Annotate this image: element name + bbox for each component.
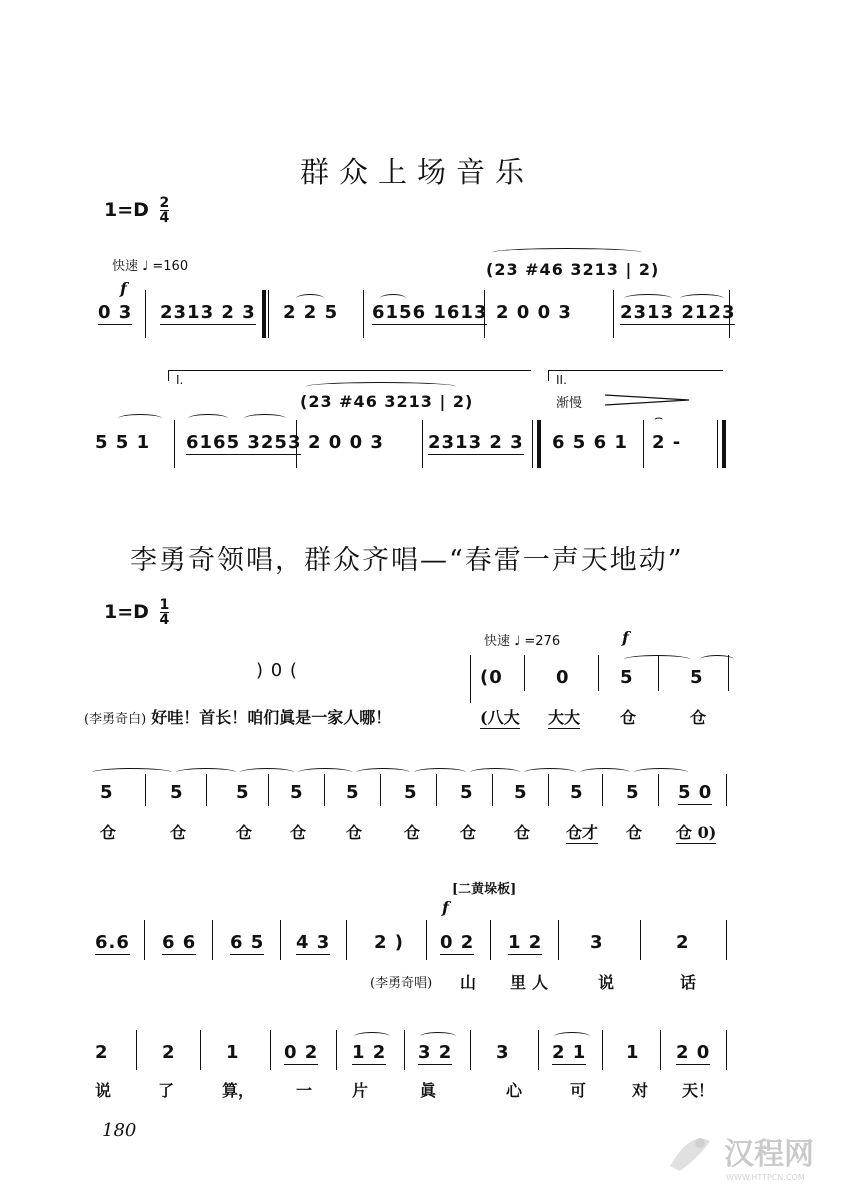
volta-2-bracket	[548, 370, 723, 377]
section1-row2-phrase-slur	[306, 382, 456, 391]
barline	[726, 1030, 727, 1070]
section1-row1-measure-5: 2 0 0 3	[496, 302, 572, 323]
section1-key-signature	[104, 196, 169, 225]
section2-row1-note-1: (0	[480, 667, 503, 688]
barline	[144, 920, 145, 960]
section2-row2-note: 5	[404, 782, 418, 803]
section1-key: 1=D	[104, 199, 149, 221]
section2-time-bottom: 4	[159, 612, 170, 628]
slur	[624, 655, 690, 664]
section1-row1-measure-3: 2 2 5	[283, 302, 339, 323]
slur	[298, 768, 352, 777]
slur	[634, 768, 688, 777]
section1-row1-measure-1: 0 3	[98, 302, 133, 323]
barline	[426, 920, 427, 960]
section1-row1-measure-4: 6156 1613	[372, 302, 488, 323]
section2-row1-perc-2: 大大	[548, 708, 581, 727]
section1-row1-measure-6: 2313 2123	[620, 302, 736, 323]
section2-row1-paren-text: ) 0 (	[256, 660, 298, 681]
section2-row2-perc: 仓才	[566, 823, 599, 842]
page-number: 180	[102, 1120, 137, 1141]
section2-row2-note: 5	[100, 782, 114, 803]
section2-singer-label: (李勇奇唱)	[370, 976, 433, 991]
watermark-text: 汉程网	[724, 1137, 814, 1172]
slur	[244, 414, 286, 423]
section1-dynamic: f	[120, 279, 127, 298]
barline	[280, 920, 281, 960]
barline	[200, 1030, 201, 1070]
section2-row4-measure: 2	[162, 1042, 176, 1063]
barline	[363, 290, 364, 338]
barline	[598, 655, 599, 691]
section2-row2-perc: 仓	[404, 823, 421, 842]
slur	[680, 294, 724, 303]
barline	[602, 1030, 603, 1070]
barline	[324, 774, 325, 806]
section1-row1-staff	[0, 290, 854, 360]
section2-row3-measure: 6.6	[95, 932, 130, 953]
section2-row2-perc: 仓	[460, 823, 477, 842]
diminuendo-hairpin	[605, 392, 690, 408]
section2-row3-measure: 1 2	[508, 932, 543, 953]
section1-row1-measure-2: 2313 2 3	[160, 302, 256, 323]
slur	[118, 414, 162, 423]
section2-row3-measure: 3	[590, 932, 604, 953]
barline	[470, 655, 471, 703]
final-barline-thick	[722, 420, 726, 468]
section1-time-bottom: 4	[159, 210, 170, 226]
barline	[136, 1030, 137, 1070]
section2-row4-lyric: 天！	[682, 1081, 715, 1100]
section2-row2-note: 5	[570, 782, 584, 803]
section2-row2-perc: 仓	[236, 823, 253, 842]
section2-row4-lyric: 了	[158, 1081, 175, 1100]
section2-row4-measure: 3 2	[418, 1042, 453, 1063]
section2-row1-note-4: 5	[690, 667, 704, 688]
section2-row3-measure: 6 5	[230, 932, 265, 953]
section2-row2-note: 5	[460, 782, 474, 803]
watermark-url: WWW.HTTPCN.COM	[726, 1173, 805, 1182]
slur	[524, 768, 576, 777]
barline	[643, 420, 644, 468]
barline	[336, 1030, 337, 1070]
watermark-logo-icon	[660, 1121, 720, 1181]
section2-row2-note: 5	[346, 782, 360, 803]
barline	[548, 774, 549, 806]
slur	[380, 294, 406, 303]
section1-row2-measure-2: 6165 3253	[186, 432, 302, 453]
section2-row2-perc: 仓	[100, 823, 117, 842]
section1-row2-measure-3: 2 0 0 3	[308, 432, 384, 453]
section2-row2-perc: 仓	[170, 823, 187, 842]
barline	[422, 420, 423, 468]
section1-rit-marking: 渐慢	[556, 396, 583, 411]
barline	[658, 655, 659, 691]
slur	[296, 294, 324, 303]
section2-row3-lyric: 话	[680, 973, 697, 992]
section2-dynamic: f	[622, 628, 629, 647]
section2-row2-note: 5	[514, 782, 528, 803]
slur	[356, 768, 410, 777]
section2-key: 1=D	[104, 601, 149, 623]
section2-row4-lyric: 说	[95, 1081, 112, 1100]
section2-row2-note: 5	[236, 782, 250, 803]
section2-row2-perc: 仓	[290, 823, 307, 842]
section2-row2-note: 5	[170, 782, 184, 803]
barline	[268, 774, 269, 806]
section2-row2-staff	[0, 770, 854, 840]
section2-banqiang-label: [二黄垛板]	[452, 882, 517, 897]
section2-row3-lyric: 山	[460, 973, 477, 992]
barline	[558, 920, 559, 960]
slur	[188, 414, 228, 423]
section1-tempo: 快速 ♩ =160	[112, 259, 189, 274]
slur	[240, 768, 294, 777]
section2-row4-lyric: 算，	[222, 1081, 255, 1100]
section2-row4-measure: 1	[226, 1042, 240, 1063]
repeat-start-barline	[262, 290, 266, 338]
slur	[580, 768, 630, 777]
section1-time-signature	[160, 196, 170, 225]
section2-row4-lyric: 眞	[420, 1081, 437, 1100]
section2-row2-perc: 仓	[514, 823, 531, 842]
barline	[206, 774, 207, 806]
section2-row3-lyric: 说	[598, 973, 615, 992]
barline	[538, 1030, 539, 1070]
section2-row4-lyric: 片	[352, 1081, 369, 1100]
slur	[554, 1032, 590, 1041]
section2-row2-perc: 仓	[346, 823, 363, 842]
section2-row3-measure: 2	[676, 932, 690, 953]
section1-row2-staff	[0, 410, 854, 490]
section2-row1-perc-3: 仓	[620, 708, 637, 727]
slur	[470, 768, 520, 777]
section2-row4-lyric: 心	[506, 1081, 523, 1100]
section2-row3-measure: 0 2	[440, 932, 475, 953]
barline	[728, 655, 729, 691]
section1-row2-measure-5: 6 5 6 1	[552, 432, 628, 453]
section1-row2-measure-1: 5 5 1	[95, 432, 151, 453]
section2-row2-note: 5	[626, 782, 640, 803]
section2-row4-measure: 2 1	[552, 1042, 587, 1063]
section2-row1-perc-1: (八大	[480, 708, 520, 727]
repeat-end-barline-thick	[537, 420, 541, 468]
barline	[145, 774, 146, 806]
barline	[346, 920, 347, 960]
section2-row4-lyric: 可	[570, 1081, 587, 1100]
section2-row4-measure: 2 0	[676, 1042, 711, 1063]
slur	[624, 294, 672, 303]
section2-key-signature	[104, 598, 169, 627]
section2-row1-note-2: 0	[556, 667, 570, 688]
barline	[470, 1030, 471, 1070]
barline	[268, 290, 269, 338]
barline	[726, 920, 727, 960]
barline	[640, 920, 641, 960]
slur	[92, 768, 172, 777]
barline	[145, 290, 146, 338]
volta-2-label: II.	[556, 373, 567, 387]
barline	[270, 1030, 271, 1070]
section2-row2-perc: 仓	[626, 823, 643, 842]
barline	[174, 420, 175, 468]
slur	[414, 768, 466, 777]
section2-row3-measure: 2 )	[374, 932, 405, 953]
barline	[436, 774, 437, 806]
barline	[492, 774, 493, 806]
barline	[658, 774, 659, 806]
section2-row3-dynamic: f	[442, 898, 449, 917]
barline	[380, 774, 381, 806]
section2-row3-lyric: 里人	[510, 973, 555, 992]
section1-row2-measure-4: 2313 2 3	[428, 432, 524, 453]
slur	[420, 1032, 456, 1041]
fermata-icon: ⌢	[654, 410, 664, 426]
section2-row1-perc-4: 仓	[690, 708, 707, 727]
section2-title: 李勇奇领唱，群众齐唱—“春雷一声天地动”	[130, 545, 684, 576]
final-barline	[717, 420, 718, 468]
section2-row3-measure: 6 6	[162, 932, 197, 953]
barline	[602, 774, 603, 806]
volta-1-label: I.	[176, 373, 184, 387]
section2-time-signature	[160, 598, 170, 627]
section2-row4-lyric: 一	[296, 1081, 313, 1100]
section1-row2-paren-phrase: (23 #46 3213 | 2)	[300, 392, 474, 411]
barline	[296, 420, 297, 468]
section1-row2-measure-6: 2 -	[652, 432, 682, 453]
section2-row4-measure: 1	[626, 1042, 640, 1063]
section2-row2-note-last: 5 0	[678, 782, 713, 803]
section2-time-top: 1	[159, 597, 170, 613]
barline	[726, 774, 727, 806]
section2-row4-lyric: 对	[632, 1081, 649, 1100]
section2-tempo: 快速 ♩ =276	[484, 634, 561, 649]
section2-row4-measure: 1 2	[352, 1042, 387, 1063]
barline	[404, 1030, 405, 1070]
barline	[613, 290, 614, 338]
section1-row1-paren-phrase: (23 #46 3213 | 2)	[486, 260, 660, 279]
section2-speech-text: 好哇！首长！咱们眞是一家人哪！	[151, 708, 392, 727]
section2-row4-measure: 0 2	[284, 1042, 319, 1063]
section2-row4-measure: 3	[496, 1042, 510, 1063]
section2-row1-note-3: 5	[620, 667, 634, 688]
section2-speaker-label: (李勇奇白)	[84, 712, 147, 727]
section2-row3-measure: 4 3	[296, 932, 331, 953]
barline	[212, 920, 213, 960]
barline	[490, 920, 491, 960]
barline	[524, 655, 525, 691]
barline	[660, 1030, 661, 1070]
section1-title: 群众上场音乐	[300, 155, 535, 189]
section1-row1-phrase-slur	[492, 248, 642, 257]
barline	[484, 290, 485, 338]
slur	[354, 1032, 390, 1041]
repeat-end-barline	[532, 420, 533, 468]
section1-time-top: 2	[159, 195, 170, 211]
section2-row2-note: 5	[290, 782, 304, 803]
barline	[729, 290, 730, 338]
section2-row2-perc: 仓 0)	[676, 823, 717, 842]
volta-1-bracket	[168, 370, 531, 377]
section2-row1-speech-line	[84, 705, 391, 728]
section2-row4-measure: 2	[95, 1042, 109, 1063]
